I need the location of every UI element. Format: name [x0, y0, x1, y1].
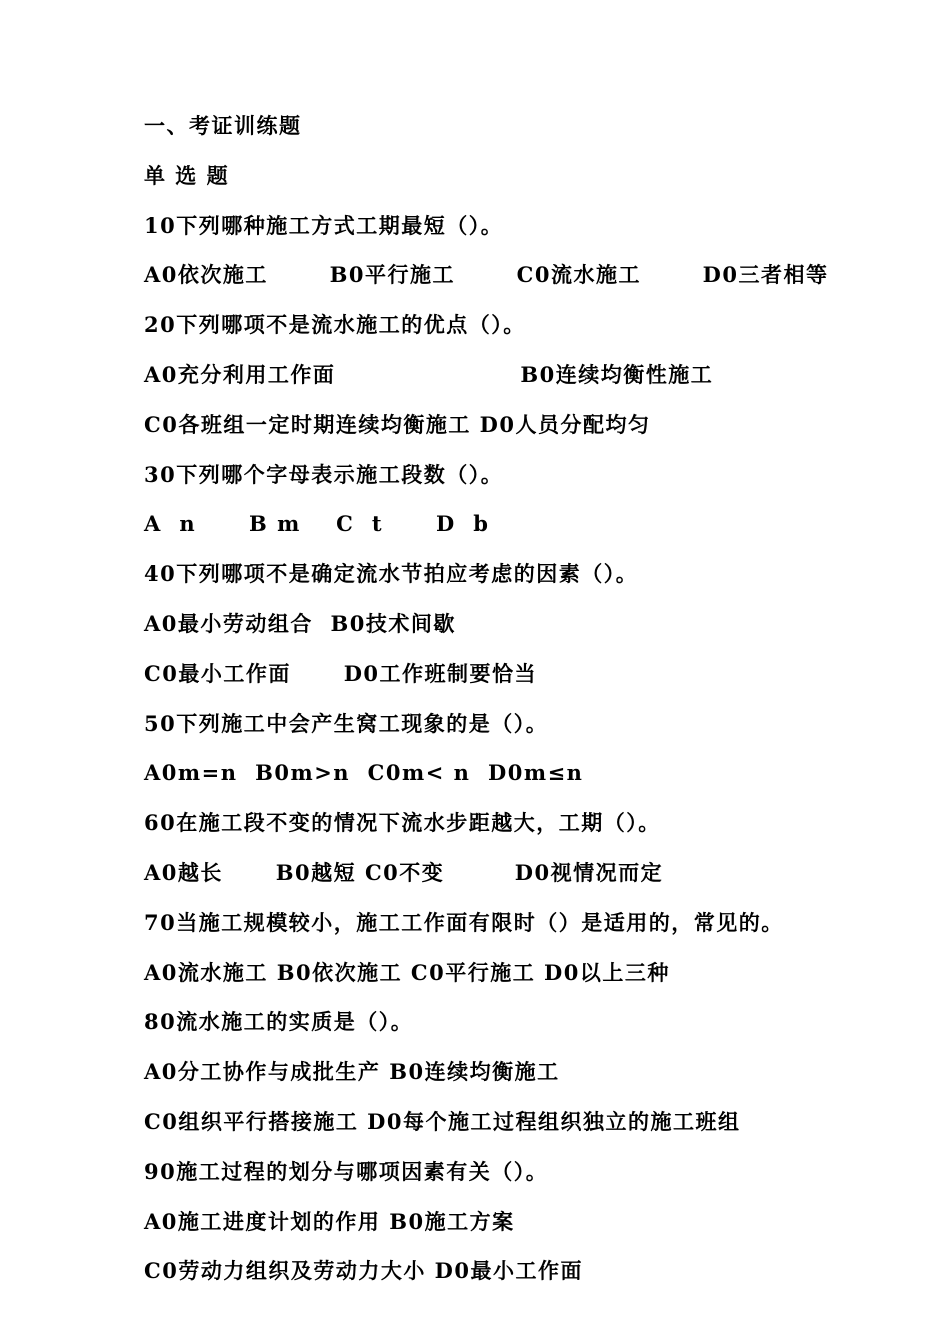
question-5-options: A0m=n B0m>n C0m< n D0m≤n — [144, 760, 584, 786]
question-7-stem: 70当施工规模较小，施工工作面有限时（）是适用的，常见的。 — [144, 909, 784, 935]
question-3-stem: 30下列哪个字母表示施工段数（）。 — [144, 461, 504, 487]
question-8-options: C0组织平行搭接施工 D0每个施工过程组织独立的施工班组 — [144, 1108, 741, 1134]
question-9-options: C0劳动力组织及劳动力大小 D0最小工作面 — [144, 1258, 583, 1284]
question-4-options: C0最小工作面 D0工作班制要恰当 — [144, 660, 538, 686]
question-6-stem: 60在施工段不变的情况下流水步距越大，工期（）。 — [144, 810, 661, 836]
question-4-stem: 40下列哪项不是确定流水节拍应考虑的因素（）。 — [144, 561, 639, 587]
question-5-stem: 50下列施工中会产生窝工现象的是（）。 — [144, 710, 549, 736]
question-6-options: A0越长 B0越短 C0不变 D0视情况而定 — [144, 859, 664, 885]
question-2-stem: 20下列哪项不是流水施工的优点（）。 — [144, 312, 526, 338]
section-title: 一、考证训练题 — [144, 113, 302, 138]
question-2-options: A0充分利用工作面 B0连续均衡性施工 — [144, 361, 714, 387]
question-2-options: C0各班组一定时期连续均衡施工 D0人员分配均匀 — [144, 411, 651, 437]
question-9-stem: 90施工过程的划分与哪项因素有关（）。 — [144, 1158, 549, 1184]
subsection-title: 单 选 题 — [144, 162, 230, 188]
question-9-options: A0施工进度计划的作用 B0施工方案 — [144, 1208, 515, 1234]
question-1-stem: 10下列哪种施工方式工期最短（）。 — [144, 212, 504, 238]
question-1-options: A0依次施工 B0平行施工 C0流水施工 D0三者相等 — [144, 262, 829, 288]
question-3-options: A n B m C t D b — [144, 511, 490, 537]
document-body — [144, 106, 864, 1301]
question-8-options: A0分工协作与成批生产 B0连续均衡施工 — [144, 1059, 560, 1085]
question-8-stem: 80流水施工的实质是（）。 — [144, 1009, 414, 1035]
question-7-options: A0流水施工 B0依次施工 C0平行施工 D0以上三种 — [144, 959, 670, 985]
question-4-options: A0最小劳动组合 B0技术间歇 — [144, 610, 456, 636]
